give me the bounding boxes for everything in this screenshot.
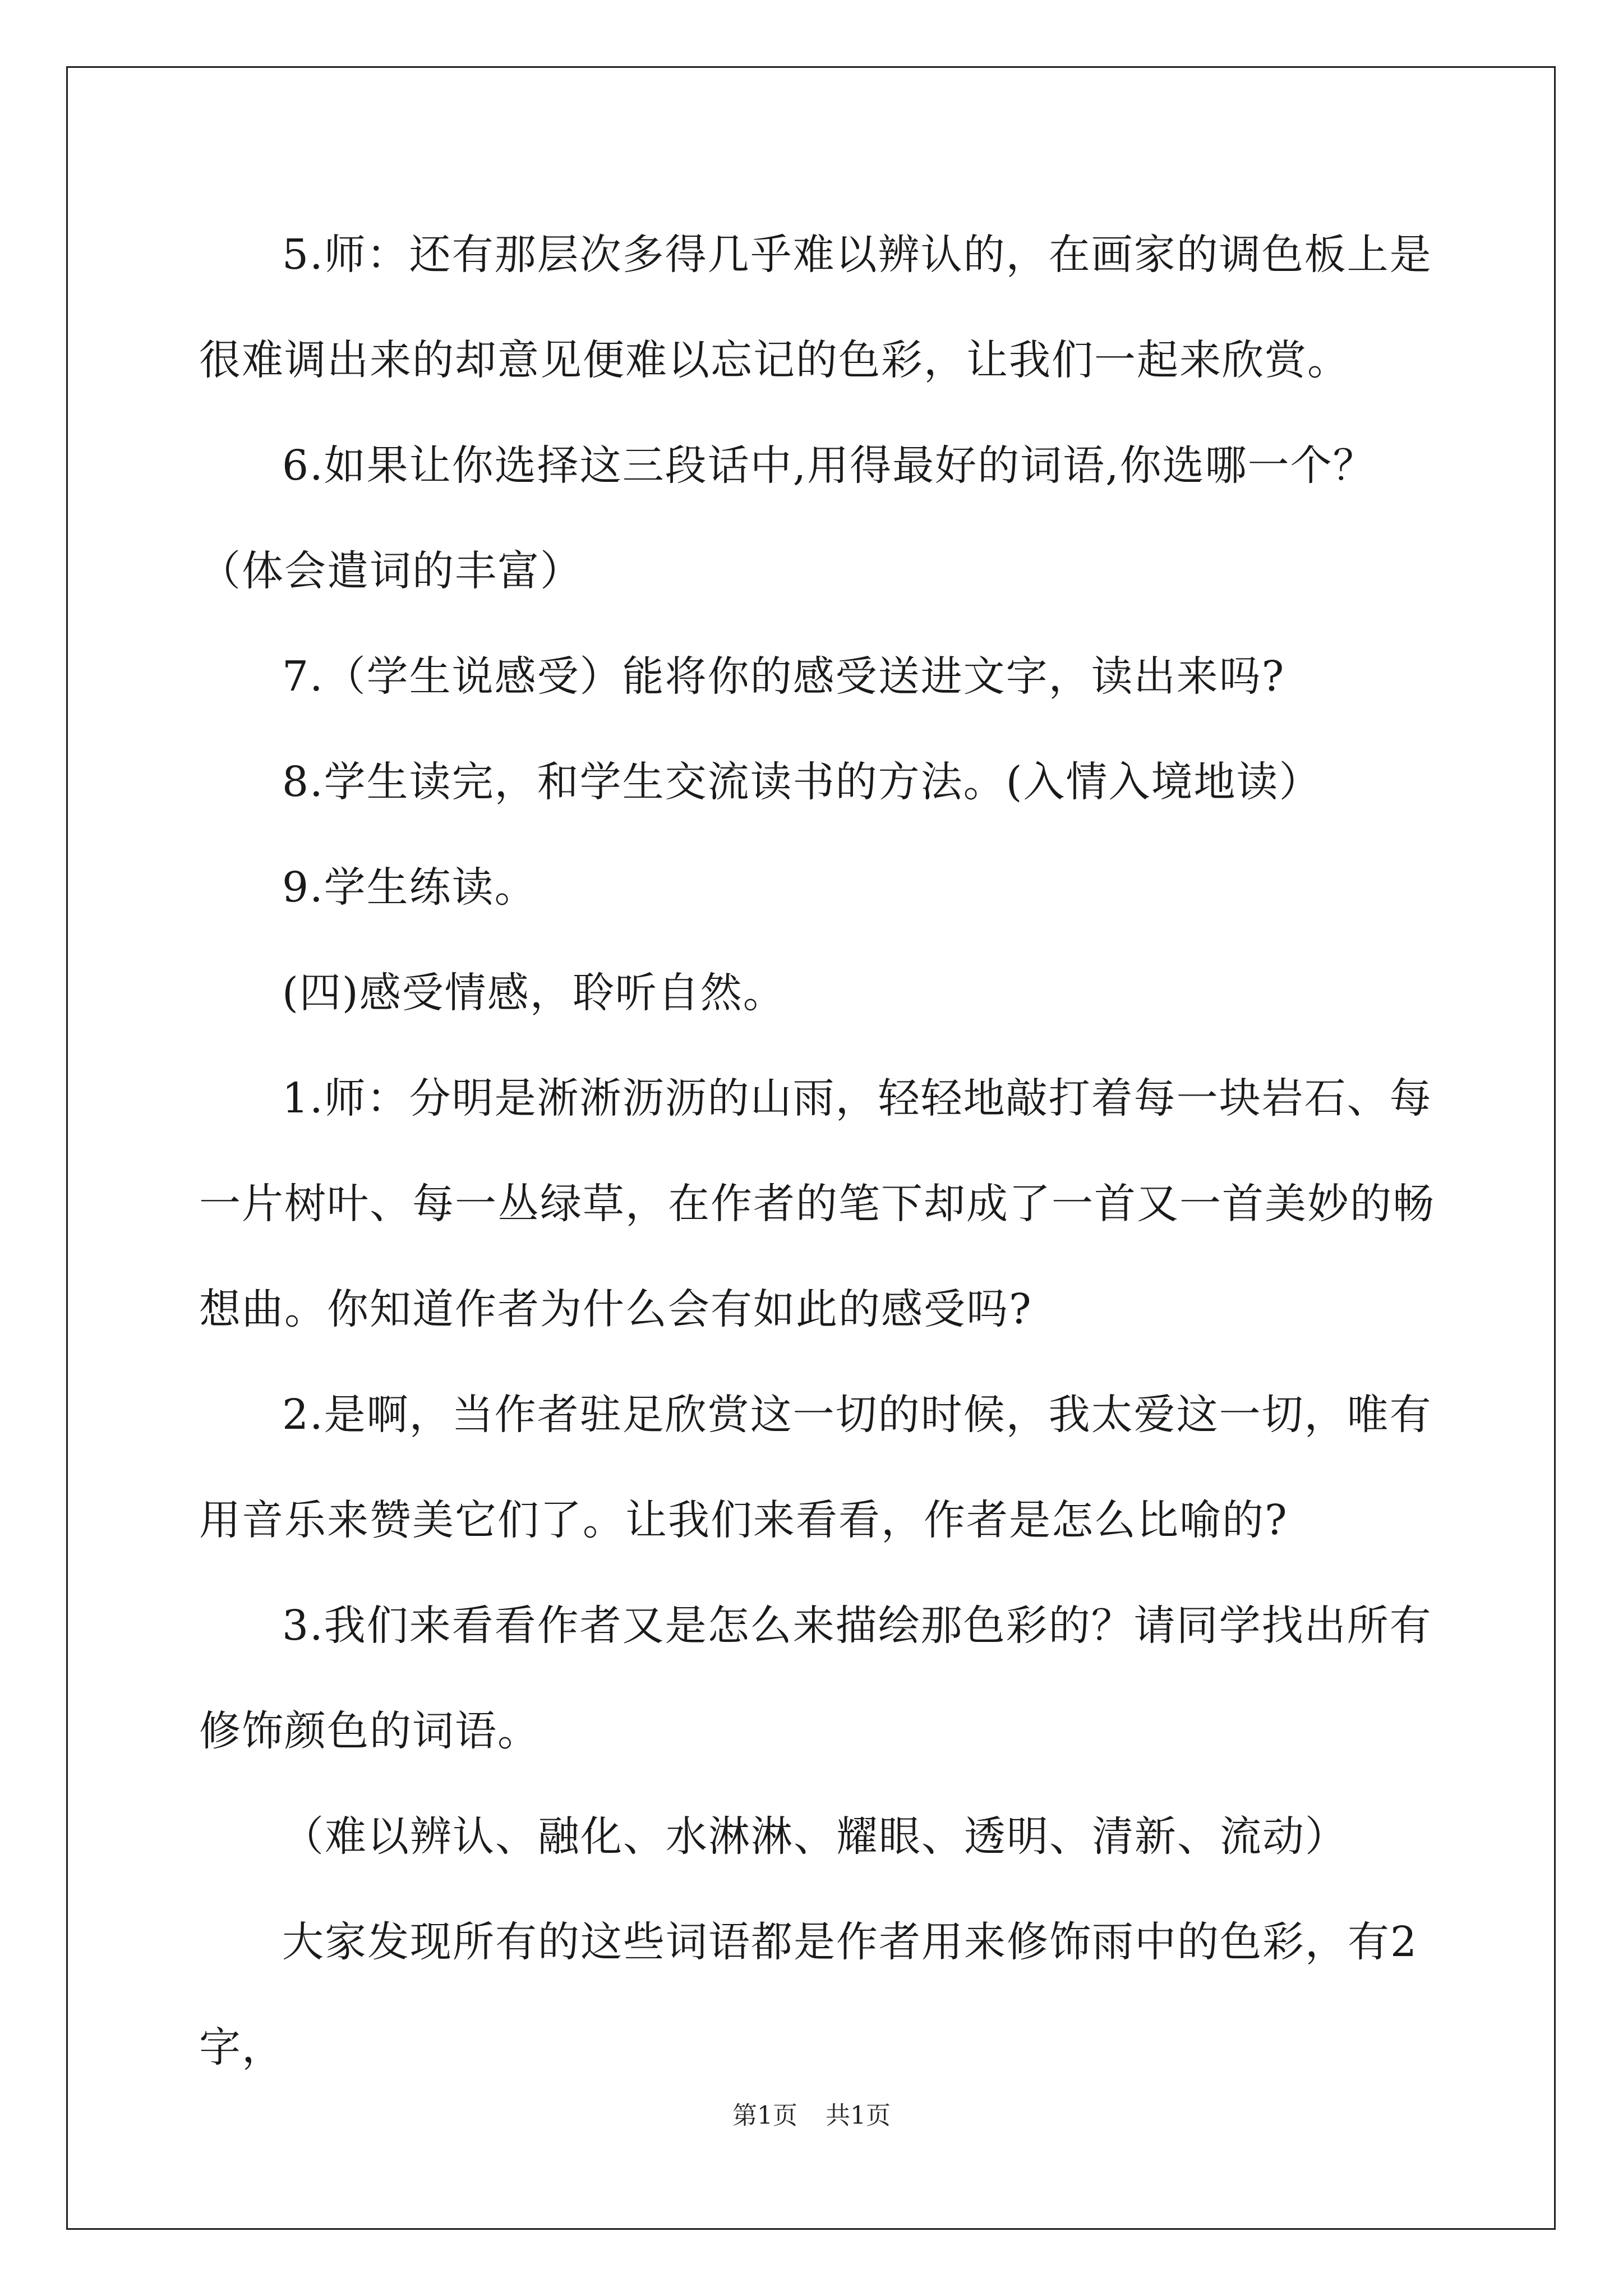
page-total: 共1页	[826, 2101, 891, 2130]
paragraph: 6.如果让你选择这三段话中,用得最好的词语,你选哪一个？（体会遣词的丰富）	[199, 441, 1376, 595]
document-body	[199, 202, 1450, 2100]
paragraph: 大家发现所有的这些词语都是作者用来修饰雨中的色彩，有2字，	[199, 1918, 1418, 2072]
paragraph: 1.师：分明是淅淅沥沥的山雨，轻轻地敲打着每一块岩石、每一片树叶、每一丛绿草，在作者的笔下却成了一首又一首美妙的畅想曲。你知道作者为什么会有如此的感受吗?	[199, 1074, 1435, 1333]
paragraph: 3.我们来看看作者又是怎么来描绘那色彩的？请同学找出所有修饰颜色的词语。	[199, 1602, 1432, 1755]
paragraph: 5.师：还有那层次多得几乎难以辨认的，在画家的调色板上是很难调出来的却意见便难以忘记的色彩，让我们一起来欣赏。	[199, 231, 1432, 384]
paragraph: 2.是啊，当作者驻足欣赏这一切的时候，我太爱这一切，唯有用音乐来赞美它们了。让我们来看看，作者是怎么比喻的?	[199, 1391, 1432, 1544]
paragraph: （难以辨认、融化、水淋淋、耀眼、透明、清新、流动）	[282, 1812, 1348, 1861]
page-footer	[0, 2095, 1623, 2131]
paragraph: 9.学生练读。	[282, 863, 537, 912]
page-number: 第1页	[732, 2101, 797, 2130]
paragraph: 8.学生读完，和学生交流读书的方法。(入情入境地读）	[282, 758, 1322, 806]
paragraph: 7.（学生说感受）能将你的感受送进文字，读出来吗?	[282, 652, 1285, 701]
section-heading: (四)感受情感，聆听自然。	[282, 969, 786, 1017]
